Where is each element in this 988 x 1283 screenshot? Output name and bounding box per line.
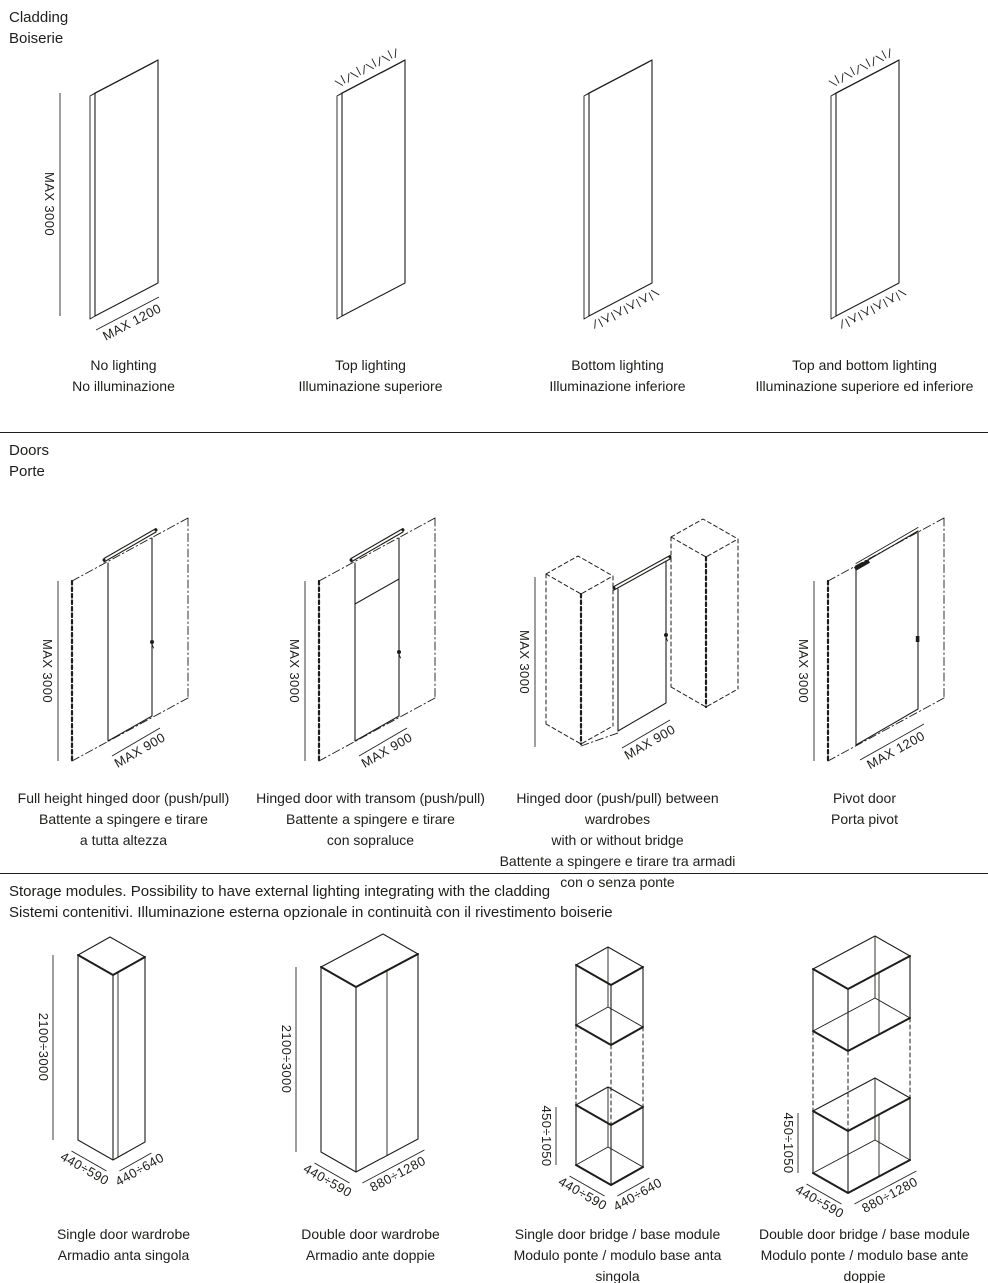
top-face-front-edges xyxy=(78,955,145,975)
track-end xyxy=(402,529,405,532)
storage-column-single-bridge-base xyxy=(494,925,741,1283)
caption-line: Hinged door (push/pull) between wardrobes xyxy=(516,790,719,827)
caption-cladding-bottom-lighting xyxy=(549,355,685,397)
caption-line: a tutta altezza xyxy=(79,832,168,848)
ray-glyph xyxy=(876,294,895,310)
depth-dim-label: 440÷590 xyxy=(792,1181,847,1222)
ray-glyph xyxy=(365,55,384,71)
cladding-column-bottom-lighting xyxy=(494,51,741,397)
gap-dashed-lines xyxy=(813,1018,910,1131)
bridge-top-front-edges xyxy=(576,965,643,985)
door-column-pivot xyxy=(741,484,988,830)
cladding-column-top-bottom-lighting xyxy=(741,51,988,397)
door-column-transom xyxy=(247,484,494,851)
caption-line: Pivot door xyxy=(832,790,897,806)
base-top-front-edges xyxy=(576,1105,643,1125)
door-top-edge xyxy=(856,528,918,564)
caption-line: with or without bridge xyxy=(551,832,684,848)
caption-cladding-no-lighting xyxy=(72,355,175,397)
caption-it: Modulo ponte / modulo base anta singola xyxy=(513,1247,722,1283)
panel-face xyxy=(342,60,405,316)
ray-glyph xyxy=(349,63,368,79)
ray-glyph xyxy=(334,72,353,88)
diagram-door-between-wardrobes xyxy=(494,484,741,784)
height-dim-label: MAX 3000 xyxy=(796,639,811,703)
caption-double-door-wardrobe xyxy=(301,1224,440,1266)
doors-diagrams-row xyxy=(0,484,988,893)
depth-dim-label: 440÷590 xyxy=(555,1173,610,1214)
caption-door-pivot xyxy=(831,788,898,830)
caption-line: Porta pivot xyxy=(831,811,898,827)
storage-title-en: Storage modules. Possibility to have external lighting integrating with the cladding xyxy=(9,883,551,900)
doors-title-it: Porte xyxy=(9,463,45,480)
wall-outline xyxy=(828,518,944,761)
section-cladding xyxy=(0,0,988,432)
door-drawing xyxy=(287,518,435,771)
track-end xyxy=(613,587,616,590)
diagram-door-pivot xyxy=(741,484,988,784)
door-handle xyxy=(916,636,920,642)
ray-glyph xyxy=(838,314,857,330)
storage-column-double-wardrobe xyxy=(247,925,494,1266)
door-track xyxy=(351,529,403,563)
track-end xyxy=(350,559,353,562)
panel-thickness-edge xyxy=(584,60,652,319)
ray-glyph xyxy=(616,301,635,317)
caption-line: Full height hinged door (push/pull) xyxy=(17,790,230,806)
diagram-cladding-top-lighting xyxy=(247,51,494,351)
vertical-edges xyxy=(321,954,418,1172)
height-dim-label: MAX 3000 xyxy=(42,172,57,236)
cladding-title-en: Cladding xyxy=(9,9,69,26)
caption-line: con sopraluce xyxy=(326,832,415,848)
top-face-back-edges xyxy=(78,937,145,957)
diagram-cladding-top-bottom-lighting xyxy=(741,51,988,351)
base-bottom-edges xyxy=(576,1165,643,1185)
bridge-bottom-edges xyxy=(576,1025,643,1045)
floor-line xyxy=(581,733,618,746)
panel-face xyxy=(95,60,158,316)
panel-face xyxy=(589,60,652,316)
caption-line: con o senza ponte xyxy=(560,874,675,890)
base-interior-floor xyxy=(576,1147,643,1167)
track-end xyxy=(669,556,672,559)
ray-glyph xyxy=(591,314,610,330)
panel-thickness-edge xyxy=(337,60,405,319)
diagram-double-door-bridge-base xyxy=(741,925,988,1220)
ray-glyph xyxy=(888,288,907,304)
light-rays-top-icon xyxy=(828,47,894,88)
module-drawing xyxy=(781,936,920,1221)
ray-glyph xyxy=(629,294,648,310)
section-doors xyxy=(0,432,988,890)
caption-it: Armadio ante doppie xyxy=(305,1247,436,1263)
panel-thickness-edge xyxy=(831,60,899,319)
cladding-title-it: Boiserie xyxy=(9,30,64,47)
cladding-diagrams-row xyxy=(0,51,988,397)
door-drawing xyxy=(517,519,738,763)
module-drawing xyxy=(279,934,428,1200)
panel-face xyxy=(836,60,899,316)
caption-en: No lighting xyxy=(90,357,157,373)
storage-title xyxy=(0,874,988,923)
door-column-full-height xyxy=(0,484,247,851)
diagram-double-door-wardrobe xyxy=(247,925,494,1220)
door-handle xyxy=(150,640,154,644)
caption-it: Illuminazione inferiore xyxy=(549,378,686,394)
door-handle xyxy=(664,633,668,637)
storage-column-single-wardrobe xyxy=(0,925,247,1266)
bridge-vertical-edges xyxy=(813,956,910,1051)
light-rays-top-icon xyxy=(334,47,400,88)
width-dim-label: 880÷1280 xyxy=(367,1152,429,1195)
doors-title-en: Doors xyxy=(9,442,50,459)
diagram-cladding-bottom-lighting xyxy=(494,51,741,351)
diagram-single-door-wardrobe xyxy=(0,925,247,1220)
base-vertical-edges xyxy=(813,1098,910,1193)
caption-single-door-wardrobe xyxy=(57,1224,190,1266)
storage-diagrams-row xyxy=(0,925,988,1283)
caption-line: Battente a spingere e tirare xyxy=(286,811,455,827)
caption-cladding-top-bottom-lighting xyxy=(756,355,974,397)
caption-en: Double door bridge / base module xyxy=(759,1226,970,1242)
caption-line: Battente a spingere e tirare xyxy=(39,811,208,827)
ray-glyph xyxy=(828,72,847,88)
width-dim-label: MAX 1200 xyxy=(100,300,164,344)
door-handle xyxy=(397,650,401,654)
caption-en: Bottom lighting xyxy=(571,357,664,373)
right-wardrobe-box xyxy=(671,519,738,707)
door-drawing xyxy=(796,518,944,772)
cladding-column-top-lighting xyxy=(247,51,494,397)
caption-cladding-top-lighting xyxy=(299,355,443,397)
module-drawing xyxy=(539,947,665,1214)
depth-dim-label: 440÷590 xyxy=(57,1148,112,1189)
caption-en: Single door wardrobe xyxy=(56,1226,191,1242)
caption-it: Illuminazione superiore ed inferiore xyxy=(755,378,974,394)
ray-glyph xyxy=(875,47,894,63)
depth-dim-label: 440÷590 xyxy=(300,1160,355,1201)
width-dim-label: MAX 900 xyxy=(358,729,415,771)
caption-en: Double door wardrobe xyxy=(301,1226,440,1242)
transom-line xyxy=(355,579,399,604)
vertical-edges xyxy=(78,955,145,1160)
bottom-edges xyxy=(78,1140,145,1160)
ray-glyph xyxy=(641,288,660,304)
bridge-interior-floor xyxy=(576,1007,643,1027)
caption-line: Hinged door with transom (push/pull) xyxy=(256,790,485,806)
module-drawing xyxy=(36,937,167,1189)
panel-thickness-edge xyxy=(90,60,158,319)
height-dim-label: MAX 3000 xyxy=(40,639,55,703)
height-dim-label: 450÷1050 xyxy=(781,1112,796,1174)
caption-single-door-bridge-base xyxy=(494,1224,741,1283)
caption-en: Top and bottom lighting xyxy=(792,357,937,373)
track-end xyxy=(103,559,106,562)
width-dim-label: MAX 900 xyxy=(111,729,168,771)
height-dim-label: 2100÷3000 xyxy=(36,1012,51,1082)
width-dim-label: 440÷640 xyxy=(112,1149,167,1190)
height-dim-label: MAX 3000 xyxy=(517,630,532,694)
caption-en: Top lighting xyxy=(335,357,406,373)
diagram-door-full-height xyxy=(0,484,247,784)
diagram-door-transom xyxy=(247,484,494,784)
ray-glyph xyxy=(859,55,878,71)
track-end xyxy=(155,529,158,532)
door-track xyxy=(614,556,670,591)
cladding-title xyxy=(0,0,988,49)
ray-glyph xyxy=(863,301,882,317)
door-panel xyxy=(618,561,666,731)
height-dim-label: 2100÷3000 xyxy=(279,1024,294,1094)
wall-outline xyxy=(319,518,435,761)
storage-column-double-bridge-base xyxy=(741,925,988,1283)
caption-double-door-bridge-base xyxy=(741,1224,988,1283)
caption-en: Single door bridge / base module xyxy=(514,1226,721,1242)
door-drawing xyxy=(40,518,188,771)
diagram-cladding-no-lighting xyxy=(0,51,247,351)
width-dim-label: MAX 900 xyxy=(621,721,678,763)
caption-door-full-height xyxy=(18,788,230,851)
height-dim-label: 450÷1050 xyxy=(539,1105,554,1167)
doors-title xyxy=(0,433,988,482)
cladding-column-no-lighting xyxy=(0,51,247,397)
section-storage xyxy=(0,873,988,1283)
ray-glyph xyxy=(604,308,623,324)
storage-title-it: Sistemi contenitivi. Illuminazione esterna opzionale in continuità con il rivestimento boiserie xyxy=(9,904,613,921)
door-panel xyxy=(355,538,399,741)
door-track xyxy=(104,529,156,563)
ray-glyph xyxy=(843,63,862,79)
wall-outline xyxy=(72,518,188,761)
door-panel xyxy=(108,538,152,741)
left-wardrobe-box xyxy=(546,556,613,744)
width-dim-label: 880÷1280 xyxy=(859,1173,921,1216)
caption-line: Battente a spingere e tirare tra armadi xyxy=(499,853,736,869)
caption-it: No illuminazione xyxy=(72,378,175,394)
ray-glyph xyxy=(381,47,400,63)
diagram-single-door-bridge-base xyxy=(494,925,741,1220)
ray-glyph xyxy=(851,308,870,324)
base-top-back-edges xyxy=(576,1087,643,1107)
caption-it: Illuminazione superiore xyxy=(298,378,443,394)
width-dim-label: MAX 1200 xyxy=(864,728,928,773)
height-dim-label: MAX 3000 xyxy=(287,639,302,703)
caption-door-transom xyxy=(256,788,485,851)
door-column-between-wardrobes xyxy=(494,484,741,893)
caption-it: Modulo ponte / modulo base ante doppie xyxy=(760,1247,969,1283)
bridge-top-back-edges xyxy=(576,947,643,967)
caption-it: Armadio anta singola xyxy=(57,1247,190,1263)
width-dim-label: 440÷640 xyxy=(610,1174,665,1215)
